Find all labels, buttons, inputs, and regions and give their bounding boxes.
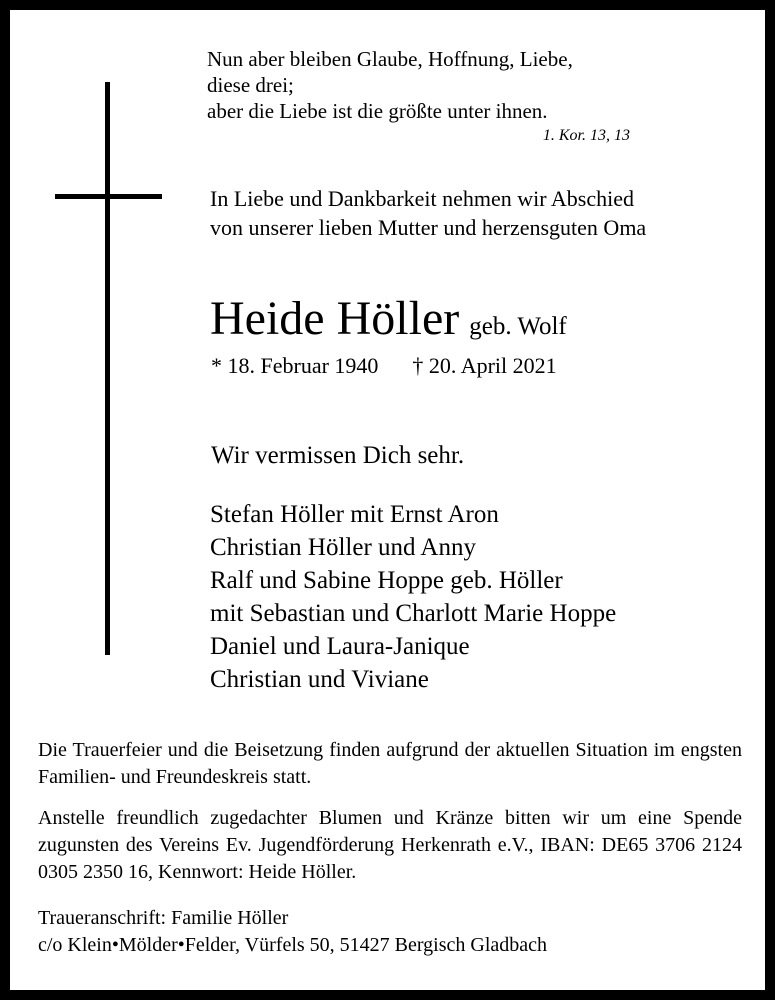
cross-vertical-bar bbox=[105, 82, 110, 655]
maiden-name: geb. Wolf bbox=[469, 313, 567, 340]
verse-line: diese drei; bbox=[207, 73, 294, 97]
life-dates bbox=[211, 353, 557, 379]
intro-line: von unserer lieben Mutter und herzensguten Oma bbox=[210, 215, 647, 240]
death-date: † 20. April 2021 bbox=[412, 353, 557, 378]
family-member: Christian und Viviane bbox=[210, 666, 429, 693]
mourning-address: c/o Klein•Mölder•Felder, Vürfels 50, 51427 Bergisch Gladbach bbox=[38, 934, 548, 956]
deceased-name-block bbox=[210, 291, 567, 355]
ceremony-notice: Die Trauerfeier und die Beisetzung finden aufgrund der aktuellen Situation im engsten Familien- und Freundeskreis statt. bbox=[38, 739, 742, 788]
birth-date: * 18. Februar 1940 bbox=[211, 353, 379, 378]
family-member: Stefan Höller mit Ernst Aron bbox=[210, 501, 499, 528]
family-member: Ralf und Sabine Hoppe geb. Höller bbox=[210, 567, 563, 594]
deceased-name: Heide Höller bbox=[210, 292, 460, 345]
verse-line: aber die Liebe ist die größte unter ihnen. bbox=[207, 99, 548, 123]
verse-citation: 1. Kor. 13, 13 bbox=[542, 127, 630, 144]
family-member: Daniel und Laura-Janique bbox=[210, 633, 470, 660]
farewell-line: Wir vermissen Dich sehr. bbox=[211, 442, 465, 469]
family-member: mit Sebastian und Charlott Marie Hoppe bbox=[210, 600, 617, 627]
mourning-address: Traueranschrift: Familie Höller bbox=[38, 907, 289, 929]
intro-line: In Liebe und Dankbarkeit nehmen wir Abschied bbox=[210, 186, 634, 211]
family-member: Christian Höller und Anny bbox=[210, 534, 476, 561]
verse-line: Nun aber bleiben Glaube, Hoffnung, Liebe, bbox=[207, 47, 573, 71]
cross-horizontal-bar bbox=[55, 194, 162, 199]
donation-notice: Anstelle freundlich zugedachter Blumen und Kränze bitten wir um eine Spende zugunsten des Vereins Ev. Jugendförderung Herkenrath e.V., IBAN: DE65 3706 2124 0305 2350 16, Kennwort: Heide Höller. bbox=[38, 807, 742, 883]
